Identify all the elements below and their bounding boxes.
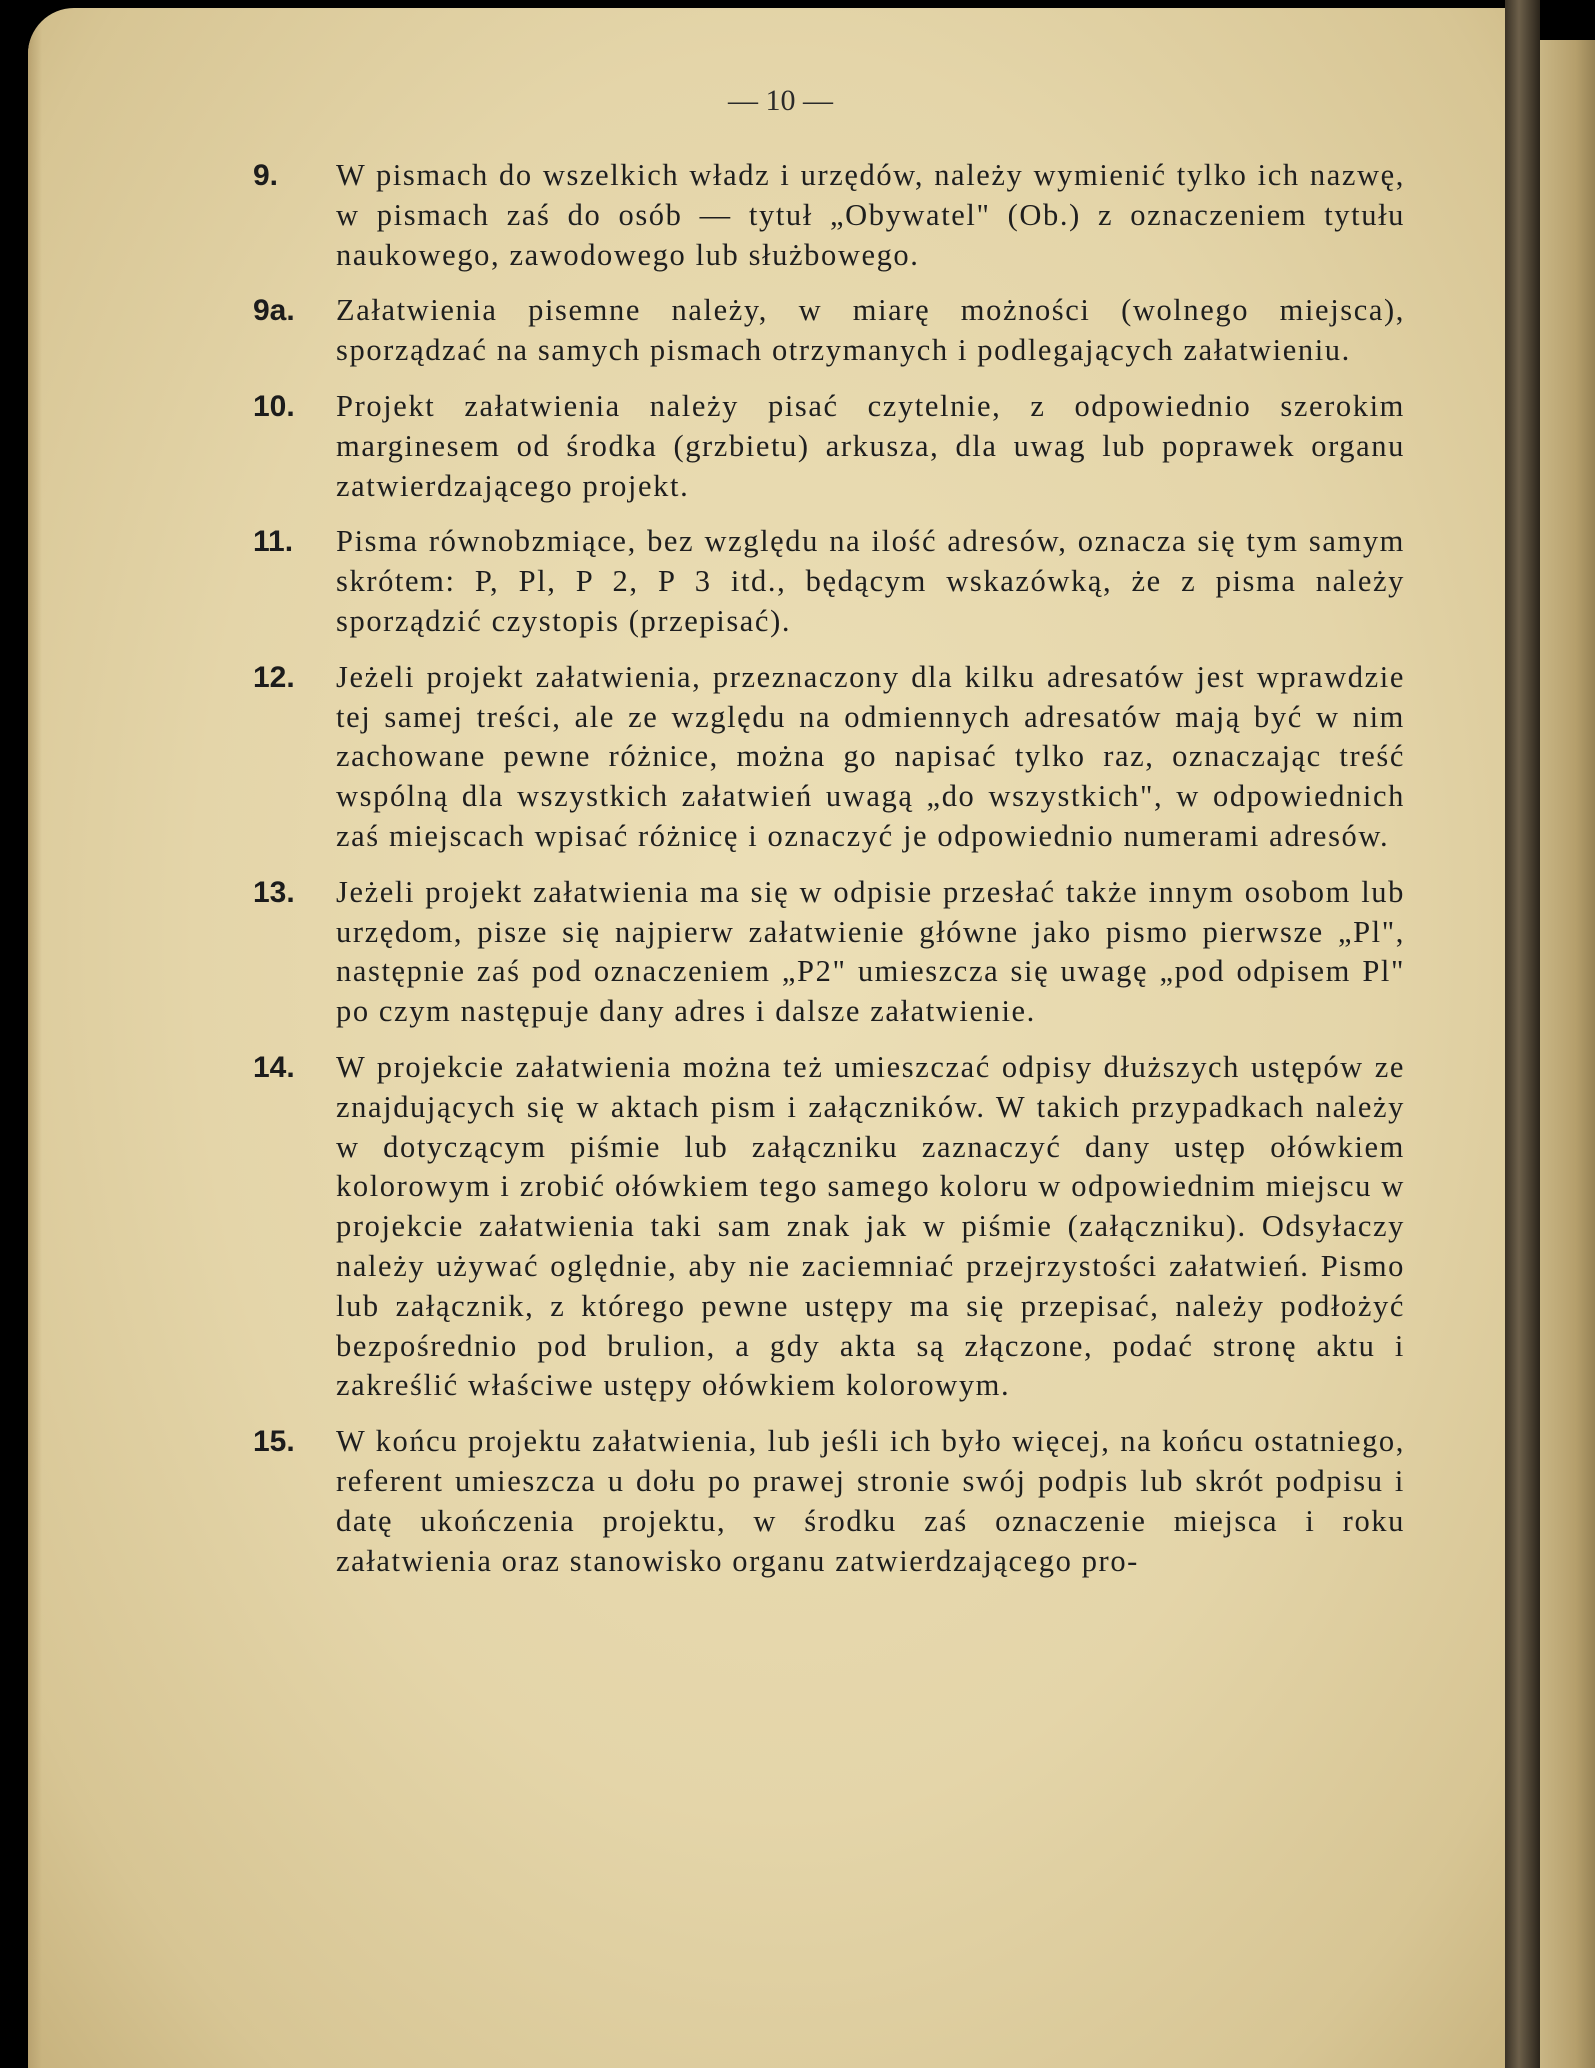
item-number: 9. <box>253 159 279 192</box>
book-spine <box>1505 0 1540 2068</box>
item-12 <box>253 658 1405 857</box>
item-number: 13. <box>253 875 295 909</box>
item-text: Projekt załatwienia należy pisać czytelnie, z odpowiednio szerokim marginesem od środka (grzbietu) arkusza, dla uwag lub poprawek organu zatwierdzającego projekt. <box>336 388 1405 503</box>
item-number: 14. <box>253 1050 295 1084</box>
item-number: 11. <box>253 525 294 559</box>
item-11 <box>253 522 1405 641</box>
item-number: 15. <box>253 1425 295 1459</box>
item-number: 10. <box>253 389 295 423</box>
item-15 <box>253 1422 1405 1581</box>
item-text: Jeżeli projekt załatwienia ma się w odpisie przesłać także innym osobom lub urzędom, pisze się najpierw załatwienie główne jako pismo pierwsze „Pl", następnie zaś pod oznaczeniem „P2" umieszcza się uwagę „pod odpisem Pl" po czym następuje dany adres i dalsze załatwienie. <box>336 874 1405 1029</box>
facing-page-edge <box>1540 40 1595 2068</box>
item-text: Załatwienia pisemne należy, w miarę możności (wolnego miejsca), sporządzać na samych pismach otrzymanych i podlegających załatwieniu. <box>336 293 1405 368</box>
item-text: W projekcie załatwienia można też umieszczać odpisy dłuższych ustępów ze znajdujących się w aktach pism i załączników. W takich przypadkach należy w dotyczącym piśmie lub załączniku zaznaczyć dany ustęp ołówkiem kolorowym i zrobić ołówkiem tego samego koloru w odpowiednim miejscu w projekcie załatwienia taki sam znak jak w piśmie (załączniku). Odsyłaczy należy używać oględnie, aby nie zaciemniać przejrzystości załatwień. Pismo lub załącznik, z którego pewne ustępy ma się przepisać, należy podłożyć bezpośrednio pod brulion, a gdy akta są złączone, podać stronę aktu i zakreślić właściwe ustępy ołówkiem kolorowym. <box>336 1049 1405 1403</box>
item-text: Jeżeli projekt załatwienia, przeznaczony dla kilku adresatów jest wprawdzie tej samej treści, ale ze względu na odmiennych adresatów mają być w nim zachowane pewne różnice, można go napisać tylko raz, oznaczając treść wspólną dla wszystkich załatwień uwagą „do wszystkich", w odpowiednich zaś miejscach wpisać różnicę i oznaczyć je odpowiednio numerami adresów. <box>336 659 1405 853</box>
item-10 <box>253 387 1405 506</box>
item-number: 9a. <box>253 294 295 328</box>
item-number: 12. <box>253 660 295 694</box>
item-14 <box>253 1048 1405 1406</box>
item-text: W pismach do wszelkich władz i urzędów, należy wymienić tylko ich nazwę, w pismach zaś do osób — tytuł „Obywatel" (Ob.) z oznaczeniem tytułu naukowego, zawodowego lub służbowego. <box>336 158 1405 272</box>
item-text: Pisma równobzmiące, bez względu na ilość adresów, oznacza się tym samym skrótem: P, Pl, P 2, P 3 itd., będącym wskazówką, że z pisma należy sporządzić czystopis (przepisać). <box>336 524 1405 638</box>
item-9a <box>253 291 1405 371</box>
item-text: W końcu projektu załatwienia, lub jeśli ich było więcej, na końcu ostatniego, referent umieszcza u dołu po prawej stronie swój podpis lub skrót podpisu i datę ukończenia projektu, w środku zaś oznaczenie miejsca i roku załatwienia oraz stanowisko organu zatwierdzającego pro- <box>336 1424 1405 1578</box>
item-9 <box>253 156 1405 275</box>
page-number: — 10 — <box>728 84 833 117</box>
item-13 <box>253 873 1405 1032</box>
book-page <box>28 8 1533 2068</box>
regulation-items <box>253 156 1405 1597</box>
